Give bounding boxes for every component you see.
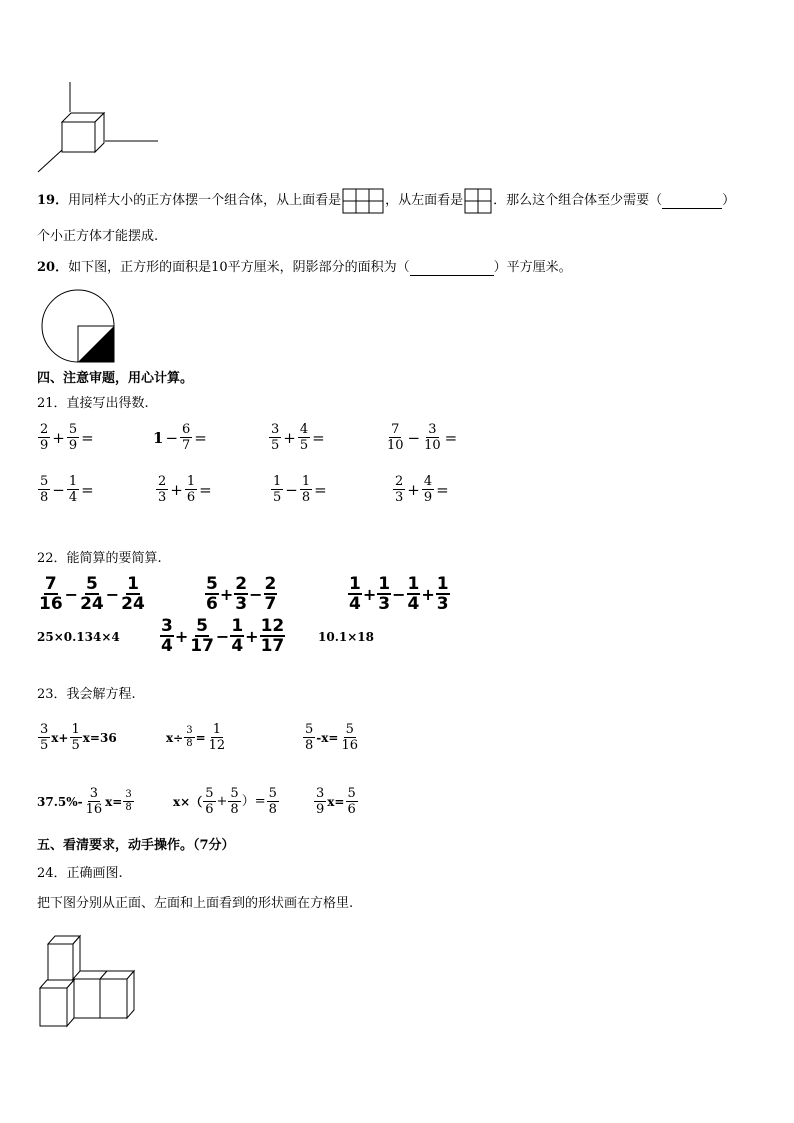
fraction: 1 4 [349, 574, 361, 614]
fraction: $\frac{1}{5}$ [71, 722, 80, 753]
fraction: $\frac{1}{8}$ [301, 474, 311, 505]
q22-expr6: 10.1×18 [318, 630, 374, 644]
q21-title: 21．直接写出得数. [37, 396, 149, 411]
equation-text: 37.5%- [37, 794, 83, 809]
q22-expr4: 25×0.134×4 [37, 630, 120, 644]
fraction: $\frac{3}{8}$ [125, 789, 132, 813]
fraction: $\frac{1}{4}$ [231, 616, 244, 656]
q23-eq3 [302, 722, 361, 753]
fraction: $\frac{2}{3}$ [235, 574, 248, 614]
fraction: $\frac{3}{5}$ [40, 722, 49, 753]
q21-row1-expr4 [384, 422, 458, 453]
equation-text: x= [327, 794, 345, 809]
equals-sign: = [444, 428, 458, 447]
q19-answer-blank[interactable] [662, 194, 722, 209]
operator: + [421, 584, 435, 604]
equation-text: + [216, 793, 228, 809]
fraction: $\frac{3}{5}$ [271, 422, 280, 453]
fraction: $\frac{3}{16}$ [85, 786, 103, 817]
q22-expr3 [347, 575, 451, 613]
fraction: $\frac{7}{10}$ [387, 422, 404, 453]
fraction: $\frac{2}{7}$ [264, 574, 277, 614]
section5-heading: 五、看清要求，动手操作。（7分） [37, 838, 235, 853]
q22-expr2 [204, 575, 278, 613]
operator: + [174, 626, 189, 646]
operator: + [245, 626, 259, 646]
q20-text-b: ）平方厘米。 [493, 260, 572, 275]
fraction: $\frac{5}{8}$ [230, 786, 239, 817]
q20-line [37, 259, 572, 277]
q21-row1-expr3 [268, 422, 326, 453]
equals-sign: = [194, 428, 207, 447]
fraction: $\frac{1}{3}$ [378, 574, 391, 614]
operator: − [165, 428, 179, 447]
fraction: $\frac{6}{7}$ [182, 422, 191, 453]
operator: + [362, 584, 377, 604]
operator: − [52, 480, 65, 499]
fraction: $\frac{3}{9}$ [316, 786, 325, 817]
q19-number: 19． [37, 193, 69, 208]
operator: + [219, 584, 234, 604]
q21-row2-expr3 [270, 474, 328, 505]
fraction: $\frac{3}{8}$ [186, 725, 193, 749]
cube-axes-figure [30, 78, 165, 178]
fraction: $\frac{1}{12}$ [208, 722, 226, 753]
fraction: $\frac{1}{4}$ [407, 574, 420, 614]
left-view-grid-icon [464, 188, 492, 214]
fraction: $\frac{5}{8}$ [40, 474, 49, 505]
operator: − [407, 428, 421, 447]
fraction: $\frac{5}{8}$ [305, 722, 314, 753]
operator: − [392, 584, 406, 604]
fraction: $\frac{5}{9}$ [68, 422, 78, 453]
fraction: 5 6 [206, 574, 218, 614]
section4-heading: 四、注意审题，用心计算。 [37, 371, 194, 386]
equals-sign: = [312, 428, 325, 447]
fraction: $\frac{1}{4}$ [68, 474, 78, 505]
q21-row2-expr2 [155, 474, 213, 505]
q19-line1 [37, 188, 735, 214]
q23-eq6 [313, 786, 359, 817]
q23-eq4 [37, 786, 135, 817]
equals-sign: = [436, 480, 449, 499]
fraction: $\frac{5}{6}$ [205, 786, 214, 817]
q20-answer-blank[interactable] [410, 261, 494, 276]
q19-text-b: ，从左面看是 [385, 193, 464, 208]
q19-text-a: 用同样大小的正方体摆一个组合体，从上面看是 [68, 193, 342, 208]
operator: − [285, 480, 298, 499]
operator: + [52, 428, 65, 447]
q19-line2: 个小正方体才能摆成. [37, 229, 159, 244]
equation-text: ）= [241, 793, 266, 809]
circle-square-figure [40, 288, 120, 368]
equation-text: x÷ [166, 730, 184, 745]
fraction: $\frac{2}{9}$ [40, 422, 49, 453]
equals-sign: = [314, 480, 327, 499]
fraction: $\frac{4}{5}$ [299, 422, 309, 453]
fraction: $\frac{2}{3}$ [158, 474, 167, 505]
operator: − [105, 584, 120, 604]
equation-text: x=36 [82, 730, 117, 745]
q21-row2-expr1 [37, 474, 95, 505]
q20-number: 20． [37, 260, 69, 275]
equals-sign: = [81, 480, 94, 499]
operator: − [64, 584, 79, 604]
fraction: $\frac{5}{16}$ [341, 722, 359, 753]
q22-expr5 [159, 617, 286, 655]
q23-eq2 [166, 722, 228, 753]
fraction: $\frac{2}{3}$ [395, 474, 404, 505]
cube-stack-figure [38, 932, 138, 1030]
fraction: 7 16 [39, 574, 63, 614]
fraction: $\frac{3}{10}$ [424, 422, 441, 453]
fraction: $\frac{12}{17}$ [260, 616, 285, 656]
q21-row1-expr1 [37, 422, 95, 453]
top-view-grid-icon [342, 188, 384, 214]
equals-sign: = [81, 428, 94, 447]
q23-eq1 [37, 722, 117, 753]
q20-text-a: 如下图，正方形的面积是10平方厘米，阴影部分的面积为（ [68, 260, 410, 275]
q21-row1-expr2 [152, 422, 208, 453]
fraction: $\frac{5}{24}$ [80, 574, 104, 614]
operator: − [215, 626, 230, 646]
fraction: $\frac{1}{3}$ [436, 574, 449, 614]
q21-row2-expr4 [392, 474, 450, 505]
equation-text: -x= [316, 730, 339, 745]
fraction: $\frac{5}{8}$ [268, 786, 277, 817]
fraction: $\frac{1}{5}$ [273, 474, 282, 505]
equation-text: x+ [51, 730, 69, 745]
fraction: $\frac{5}{17}$ [190, 616, 214, 656]
operator: − [249, 584, 263, 604]
q19-text-c: ．那么这个组合体至少需要（ [493, 193, 663, 208]
q22-title: 22．能简算的要简算. [37, 551, 162, 566]
q19-text-d: ） [722, 193, 736, 208]
q23-eq5 [173, 786, 280, 817]
q24-instruction: 把下图分别从正面、左面和上面看到的形状画在方格里. [37, 896, 354, 911]
fraction: $\frac{1}{6}$ [186, 474, 196, 505]
fraction: 3 4 [161, 616, 173, 656]
fraction: $\frac{5}{6}$ [347, 786, 356, 817]
whole-number: 1 [153, 428, 164, 447]
equation-text: x= [105, 794, 123, 809]
q24-title: 24．正确画图. [37, 866, 123, 881]
operator: + [170, 480, 183, 499]
fraction: $\frac{4}{9}$ [423, 474, 433, 505]
equation-text: x×（ [173, 794, 203, 809]
q22-expr1 [37, 575, 147, 613]
operator: + [407, 480, 420, 499]
equals-sign: = [199, 480, 212, 499]
fraction: $\frac{1}{24}$ [121, 574, 145, 614]
operator: + [283, 428, 296, 447]
equation-text: = [195, 730, 206, 745]
q23-title: 23．我会解方程. [37, 687, 136, 702]
